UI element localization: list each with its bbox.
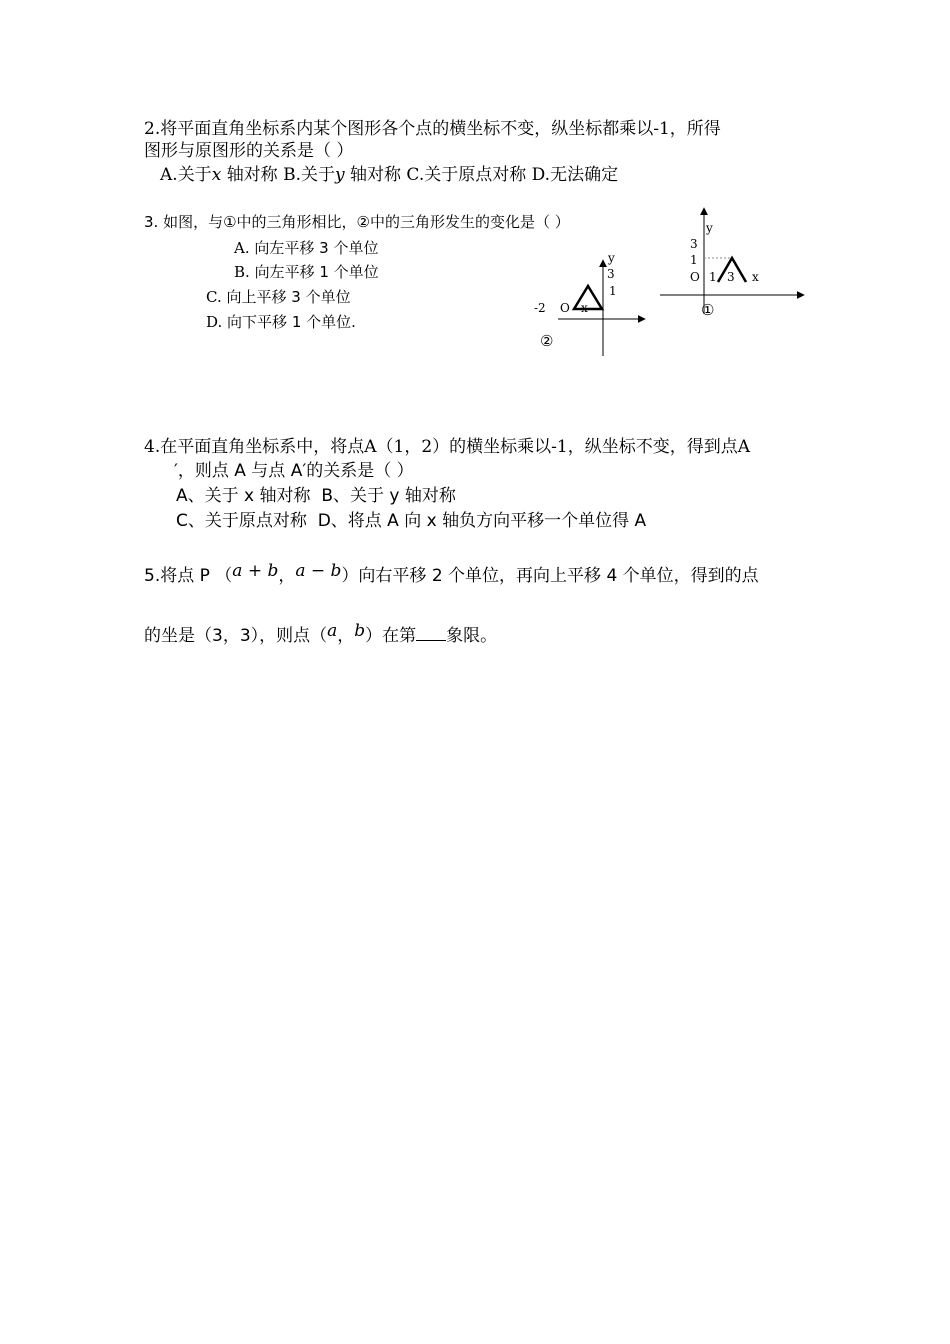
tick-3: 3 [690,237,698,251]
q4-option-c: C、关于原点对称 [176,511,307,531]
q5-line2-post: 象限。 [446,626,498,646]
tick-x1: 1 [709,270,717,284]
q2-neg1: -1 [653,119,670,139]
q3-option-a [234,237,378,259]
answer-blank[interactable] [416,624,446,641]
q5-post: ）向右平移 2 个单位，再向上平移 4 个单位，得到的点 [341,566,759,586]
q5-line2-mid: ）在第 [365,626,417,646]
q2-optA-label: A. [160,165,178,185]
q5-var-a: a [327,621,338,641]
q5-line1 [144,561,759,587]
q4-option-a: A、关于 x 轴对称 [176,486,311,506]
q4-number: 4. [144,437,161,457]
origin-label: O [690,270,700,284]
q2-optA-var: x [211,165,222,185]
q5-var-b: b [354,621,366,641]
x-label: x [752,270,759,284]
q5-comma2: ， [337,626,355,646]
q4-options-ab [176,485,456,507]
q2-text1: 将平面直角坐标系内某个图形各个点的横坐标不变，纵坐标都乘以 [160,119,654,139]
q5-expr1: a + b [232,561,279,581]
triangle [574,286,602,309]
q3-option-text: 向左平移 3 个单位 [254,239,379,257]
tick-3: 3 [607,267,615,281]
q2-line2: 图形与原图形的关系是（ ） [144,141,354,161]
q4-options-cd [176,510,646,532]
q5-pre: 5.将点 P （ [144,566,233,586]
q2-optC-label: C. [406,165,425,185]
q4-line2: ′，则点 A 与点 A′的关系是（ ） [174,461,414,481]
q4-text3: ，纵坐标不变，得到点 [567,437,738,457]
q5-comma: ， [278,566,296,586]
q2-number: 2. [144,119,161,139]
x-label: x [581,301,588,315]
figure-1-label: ① [701,301,715,319]
q3-option-text: 向上平移 3 个单位 [226,288,351,306]
q4-point-a: A [737,437,750,457]
q2-optB-var: y [335,165,345,185]
q2-optD-text: 无法确定 [550,165,619,185]
q2-optC-text: 关于原点对称 [424,165,527,185]
q3-option-label: D. [206,313,223,331]
q5-line2-pre: 的坐是（3，3），则点（ [144,626,328,646]
tick-1: 1 [609,284,617,298]
q2-text2: ，所得 [669,119,721,139]
q5-expr2: a − b [295,561,342,581]
q3-option-b [234,261,379,283]
q4-line1 [144,436,750,458]
y-label: y [706,221,713,235]
q3-option-label: B. [234,263,250,281]
tick-x3: 3 [727,270,735,284]
origin-label: O [560,301,570,315]
q3-option-d [206,311,356,333]
tick-neg2: -2 [534,301,546,315]
q3-option-label: A. [234,239,250,257]
q2-optA-text: 关于 [177,165,212,185]
q4-text2: 的横坐标乘以 [449,437,552,457]
q3-option-c [206,286,351,308]
q2-optB-post: 轴对称 [350,165,402,185]
q4-text1: 在平面直角坐标系中，将点 [160,437,365,457]
q3-stem: 3. 如图，与①中的三角形相比，②中的三角形发生的变化是（ ） [144,213,570,231]
q3-option-text: 向下平移 1 个单位. [227,313,356,331]
q3-option-label: C. [206,288,222,306]
y-label: y [608,251,615,265]
q2-optB-label: B. [283,165,301,185]
q4-point: A（1，2） [364,437,450,457]
q2-options [160,164,618,186]
q4-neg1: -1 [551,437,568,457]
q2-line1 [144,118,721,140]
q4-option-d: D、将点 A 向 x 轴负方向平移一个单位得 A [317,511,647,531]
tick-1: 1 [690,253,698,267]
q5-line2 [144,621,498,647]
figure-1 [656,202,808,322]
q2-optD-label: D. [531,165,551,185]
figure-2 [528,248,652,360]
q4-option-b: B、关于 y 轴对称 [321,486,456,506]
figure-2-label: ② [540,332,554,350]
q2-optA-post: 轴对称 [226,165,278,185]
q2-optB-text: 关于 [301,165,335,185]
q3-option-text: 向左平移 1 个单位 [254,263,379,281]
